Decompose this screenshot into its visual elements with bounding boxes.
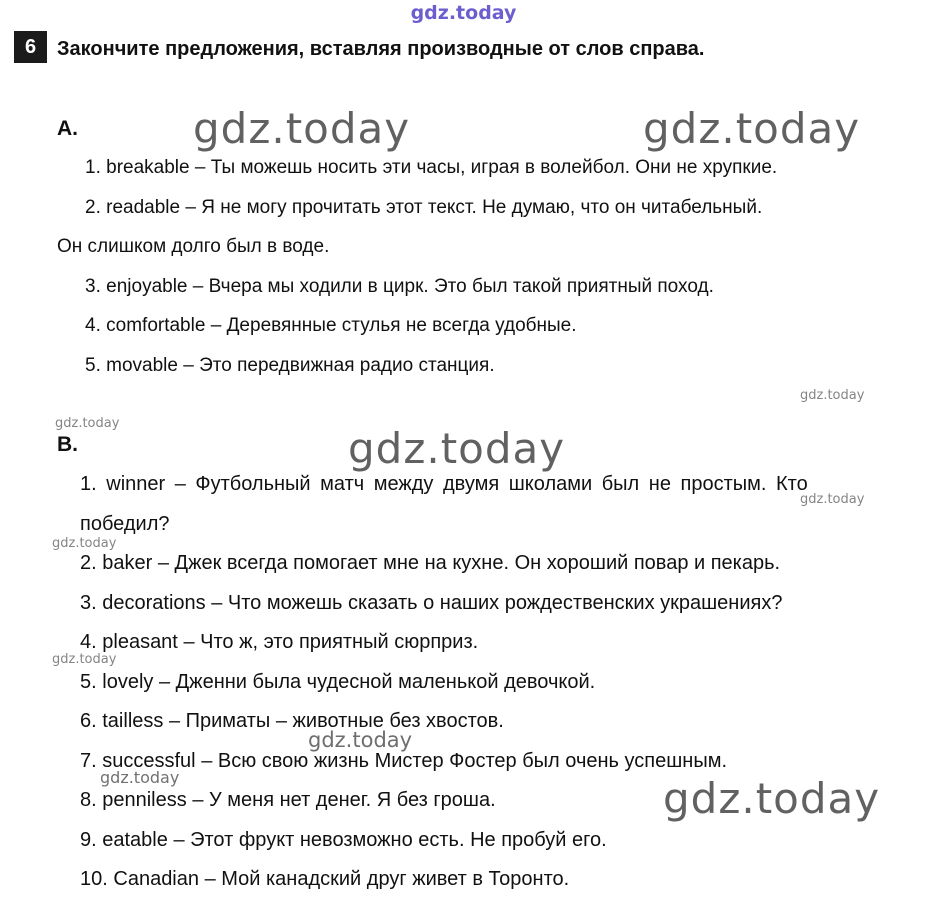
item-dash: – xyxy=(211,591,223,614)
item-number: 7. xyxy=(80,749,97,772)
item-dash: – xyxy=(168,710,181,732)
exercise-item xyxy=(80,860,920,900)
item-word: lovely xyxy=(102,670,154,693)
item-word: movable xyxy=(106,354,178,376)
item-word: successful xyxy=(102,749,196,772)
section-a-items xyxy=(57,148,919,385)
item-number: 2. xyxy=(80,552,97,574)
item-word: penniless xyxy=(102,789,187,811)
item-number: 5. xyxy=(85,354,101,376)
section-b-label: В. xyxy=(57,433,78,456)
exercise-item xyxy=(80,623,920,663)
exercise-item xyxy=(57,148,919,188)
item-number: 1. xyxy=(80,473,97,495)
item-sentence: Дженни была чудесной маленькой девочкой. xyxy=(175,670,596,693)
section-a-label: А. xyxy=(57,117,78,140)
item-dash: – xyxy=(210,315,222,336)
item-word: eatable xyxy=(102,828,168,851)
site-watermark: gdz.today xyxy=(52,652,117,667)
item-number: 4. xyxy=(80,631,97,653)
item-word: comfortable xyxy=(106,315,206,336)
site-watermark: gdz.today xyxy=(800,388,865,403)
item-dash: – xyxy=(194,157,206,178)
exercise-item xyxy=(57,346,919,386)
item-number: 6. xyxy=(80,710,97,732)
item-dash: – xyxy=(183,354,194,376)
item-dash: – xyxy=(192,789,204,811)
exercise-item xyxy=(80,781,920,821)
item-dash: – xyxy=(174,473,186,495)
item-dash: – xyxy=(192,275,204,297)
exercise-item xyxy=(57,306,919,346)
exercise-item xyxy=(80,742,920,782)
item-number: 9. xyxy=(80,828,97,851)
item-number: 3. xyxy=(85,275,101,297)
item-sentence: У меня нет денег. Я без гроша. xyxy=(209,789,496,811)
item-dash: – xyxy=(204,868,216,890)
item-sentence: Я не могу прочитать этот текст. Не думаю, что он читабельный. xyxy=(201,196,763,218)
item-dash: – xyxy=(185,196,196,218)
exercise-item xyxy=(80,821,920,861)
item-word: Canadian xyxy=(113,868,199,890)
item-sentence: Что ж, это приятный сюрприз. xyxy=(200,631,479,653)
exercise-item xyxy=(80,544,920,584)
item-dash: – xyxy=(201,749,213,772)
item-sentence: Это передвижная радио станция. xyxy=(199,354,495,376)
item-sentence: Джек всегда помогает мне на кухне. Он хороший повар и пекарь. xyxy=(174,552,781,574)
site-watermark: gdz.today xyxy=(643,104,861,153)
exercise-item xyxy=(80,663,920,703)
item-sentence-continued: победил? xyxy=(80,512,170,535)
item-sentence: Футбольный матч между двумя школами был не простым. Кто xyxy=(195,473,808,495)
item-word: baker xyxy=(102,552,153,574)
item-word: winner xyxy=(106,473,166,495)
site-watermark: gdz.today xyxy=(100,768,180,787)
site-watermark: gdz.today xyxy=(52,536,117,551)
item-sentence: Деревянные стулья не всегда удобные. xyxy=(226,315,577,336)
item-sentence: Мой канадский друг живет в Торонто. xyxy=(221,868,570,890)
item-number: 1. xyxy=(85,157,101,178)
item-dash: – xyxy=(173,828,185,851)
item-sentence-continued: Он слишком долго был в воде. xyxy=(57,236,330,257)
item-word: pleasant xyxy=(102,631,178,653)
item-number: 4. xyxy=(85,315,101,336)
exercise-item xyxy=(80,465,920,544)
site-watermark: gdz.today xyxy=(193,104,411,153)
site-watermark: gdz.today xyxy=(55,416,120,431)
item-word: enjoyable xyxy=(106,275,188,297)
exercise-item xyxy=(57,188,919,267)
item-sentence: Всю свою жизнь Мистер Фостер был очень успешным. xyxy=(217,749,728,772)
site-watermark-top: gdz.today xyxy=(410,2,517,24)
exercise-item xyxy=(57,267,919,307)
item-sentence: Приматы – животные без хвостов. xyxy=(185,710,504,732)
site-watermark: gdz.today xyxy=(348,424,566,473)
exercise-item xyxy=(80,702,920,742)
item-word: tailless xyxy=(102,710,164,732)
item-dash: – xyxy=(183,631,195,653)
item-sentence: Этот фрукт невозможно есть. Не пробуй его. xyxy=(190,828,607,851)
item-word: readable xyxy=(106,196,181,218)
item-sentence: Что можешь сказать о наших рождественских украшениях? xyxy=(227,591,783,614)
item-number: 8. xyxy=(80,789,97,811)
item-number: 2. xyxy=(85,196,101,218)
item-sentence: Ты можешь носить эти часы, играя в волейбол. Они не хрупкие. xyxy=(210,157,778,178)
section-b-items xyxy=(80,465,920,900)
item-dash: – xyxy=(157,552,169,574)
item-sentence: Вчера мы ходили в цирк. Это был такой приятный поход. xyxy=(208,275,714,297)
item-dash: – xyxy=(158,670,171,693)
item-word: decorations xyxy=(102,591,206,614)
site-watermark: gdz.today xyxy=(308,728,413,752)
site-watermark: gdz.today xyxy=(800,492,865,507)
site-watermark: gdz.today xyxy=(663,774,881,823)
item-word: breakable xyxy=(106,157,190,178)
exercise-number-badge: 6 xyxy=(14,31,47,63)
exercise-item xyxy=(80,584,920,624)
item-number: 5. xyxy=(80,670,97,693)
item-number: 3. xyxy=(80,591,97,614)
item-number: 10. xyxy=(80,868,108,890)
exercise-title: Закончите предложения, вставляя производные от слов справа. xyxy=(57,38,705,60)
